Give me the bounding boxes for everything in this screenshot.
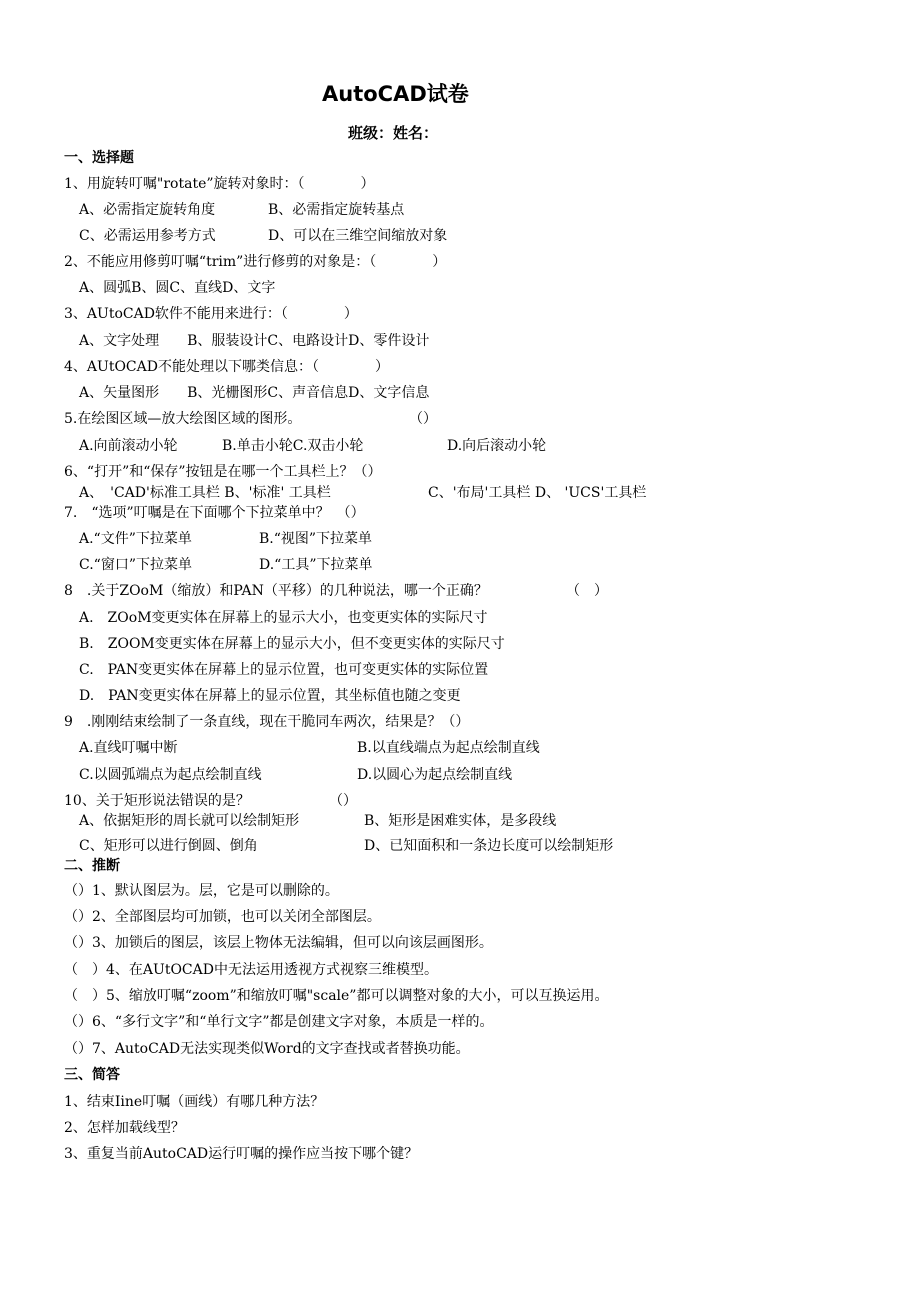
option: A、 'CAD'标准工具栏 B、'标准' 工具栏 <box>79 485 331 501</box>
option: C、矩形可以进行倒圆、倒角 <box>79 838 258 854</box>
option: A.直线叮嘱中断 <box>79 740 178 756</box>
option: D、可以在三维空间缩放对象 <box>268 228 448 244</box>
section-heading-judge: 二、推断 <box>64 858 120 874</box>
option: D. PAN变更实体在屏幕上的显示位置，其坐标值也随之变更 <box>79 688 461 704</box>
option: D.向后滚动小轮 <box>447 438 547 454</box>
option: A、必需指定旋转角度 <box>79 202 216 218</box>
option: B.“视图”下拉菜单 <box>259 531 373 547</box>
option: C. PAN变更实体在屏幕上的显示位置，也可变更实体的实际位置 <box>79 662 489 678</box>
class-name-line: 班级：姓名： <box>348 124 439 142</box>
judge-item: （）1、默认图层为。层，它是可以删除的。 <box>64 883 339 899</box>
question-stem: 9 .刚刚结束绘制了一条直线，现在干脆同车两次，结果是？（） <box>64 714 470 730</box>
option: B、必需指定旋转基点 <box>268 202 405 218</box>
option: C.以圆弧端点为起点绘制直线 <box>79 767 262 783</box>
question-stem: 7. “选项”叮嘱是在下面哪个下拉菜单中？ （） <box>64 505 365 521</box>
judge-item: （ ）4、在AUtOCAD中无法运用透视方式视察三维模型。 <box>64 962 438 978</box>
question-stem: 1、用旋转叮嘱"rotate”旋转对象时：（ ） <box>64 176 375 192</box>
option: D、已知面积和一条边长度可以绘制矩形 <box>364 838 614 854</box>
option: A、文字处理 B、服装设计C、电路设计D、零件设计 <box>79 333 430 349</box>
option: A、依据矩形的周长就可以绘制矩形 <box>79 813 300 829</box>
short-question: 3、重复当前AutoCAD运行叮嘱的操作应当按下哪个键？ <box>64 1146 419 1162</box>
option: B. ZOOM变更实体在屏幕上的显示大小，但不变更实体的实际尺寸 <box>79 636 505 652</box>
section-heading-choice: 一、选择题 <box>64 150 134 166</box>
judge-item: （）7、AutoCAD无法实现类似Word的文字查找或者替换功能。 <box>64 1041 470 1057</box>
short-question: 2、怎样加载线型？ <box>64 1120 185 1136</box>
answer-bracket: （） <box>329 793 357 809</box>
judge-item: （ ）5、缩放叮嘱“zoom”和缩放叮嘱"scale”都可以调整对象的大小，可以互换运用。 <box>64 988 609 1004</box>
option: D.以圆心为起点绘制直线 <box>357 767 513 783</box>
option: A.向前滚动小轮 <box>79 438 178 454</box>
judge-item: （）6、“多行文字”和“单行文字”都是创建文字对象，本质是一样的。 <box>64 1014 494 1030</box>
option: A. ZOoM变更实体在屏幕上的显示大小，也变更实体的实际尺寸 <box>79 610 488 626</box>
question-stem: 8 .关于ZOoM（缩放）和PAN（平移）的几种说法，哪一个正确？ <box>64 583 488 599</box>
question-stem: 3、AUtoCAD软件不能用来进行：（ ） <box>64 306 358 322</box>
question-stem: 4、AUtOCAD不能处理以下哪类信息：（ ） <box>64 359 389 375</box>
question-stem: 5.在绘图区域—放大绘图区域的图形。 <box>64 411 302 427</box>
option: A、圆弧B、圆C、直线D、文字 <box>79 280 276 296</box>
short-question: 1、结束Iine叮嘱（画线）有哪几种方法？ <box>64 1094 325 1110</box>
option: C、必需运用参考方式 <box>79 228 216 244</box>
question-stem: 2、不能应用修剪叮嘱“trim”进行修剪的对象是：（ ） <box>64 254 447 270</box>
judge-item: （）2、全部图层均可加锁，也可以关闭全部图层。 <box>64 909 381 925</box>
option: B.以直线端点为起点绘制直线 <box>357 740 540 756</box>
answer-bracket: （ ） <box>566 583 608 599</box>
option: B、矩形是困难实体，是多段线 <box>364 813 557 829</box>
question-stem: 6、“打开”和“保存”按钮是在哪一个工具栏上？（） <box>64 464 382 480</box>
option: C、'布局'工具栏 D、 'UCS'工具栏 <box>428 485 647 501</box>
judge-item: （）3、加锁后的图层，该层上物体无法编辑，但可以向该层画图形。 <box>64 935 493 951</box>
section-heading-short: 三、简答 <box>64 1067 120 1083</box>
answer-bracket: （） <box>409 411 437 427</box>
option: C.“窗口”下拉菜单 <box>79 557 192 573</box>
option: D.“工具”下拉菜单 <box>259 557 373 573</box>
page-title: AutoCAD试卷 <box>322 82 469 106</box>
option: A.“文件”下拉菜单 <box>79 531 192 547</box>
option: B.单击小轮C.双击小轮 <box>222 438 364 454</box>
question-stem: 10、关于矩形说法错误的是？ <box>64 793 250 809</box>
option: A、矢量图形 B、光栅图形C、声音信息D、文字信息 <box>79 385 430 401</box>
